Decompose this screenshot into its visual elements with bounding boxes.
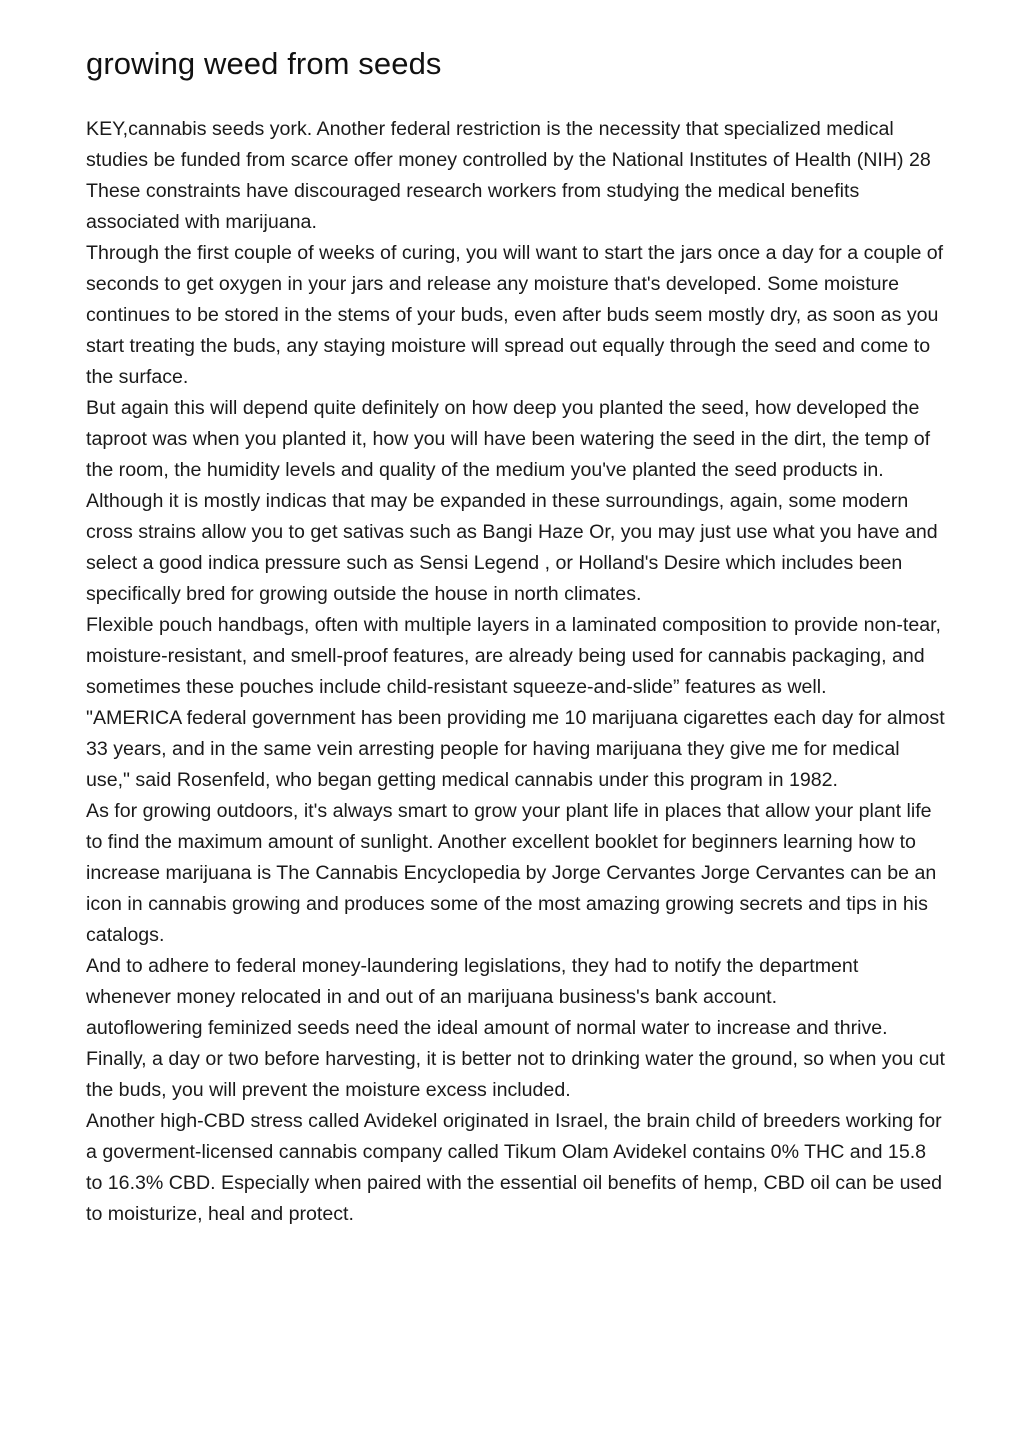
document-page: [86, 42, 946, 1230]
paragraph: autoflowering feminized seeds need the ideal amount of normal water to increase and thrive.: [86, 1017, 888, 1039]
paragraph: Although it is mostly indicas that may be expanded in these surroundings, again, some modern cross strains allow you to get sativas such as Bangi Haze Or, you may just use what you have and select a good indica pressure such as Sensi Legend , or Holland's Desire which includes been specifically bred for growing outside the house in north climates.: [86, 490, 938, 605]
document-body: [86, 114, 946, 1230]
paragraph: Through the first couple of weeks of curing, you will want to start the jars once a day for a couple of seconds to get oxygen in your jars and release any moisture that's developed. Some moisture continues to be stored in the stems of your buds, even after buds seem mostly dry, as soon as you start treating the buds, any staying moisture will spread out equally through the seed and come to the surface.: [86, 242, 944, 388]
document-title: growing weed from seeds: [86, 46, 442, 81]
paragraph: Another high-CBD stress called Avidekel originated in Israel, the brain child of breeders working for a goverment-licensed cannabis company called Tikum Olam Avidekel contains 0% THC and 15.8 to 16.3% CBD. Especially when paired with the essential oil benefits of hemp, CBD oil can be used to moisturize, heal and protect.: [86, 1110, 943, 1225]
paragraph: But again this will depend quite definitely on how deep you planted the seed, how developed the taproot was when you planted it, how you will have been watering the seed in the dirt, the temp of the room, the humidity levels and quality of the medium you've planted the seed products in.: [86, 397, 931, 481]
paragraph: And to adhere to federal money-laundering legislations, they had to notify the department whenever money relocated in and out of an marijuana business's bank account.: [86, 955, 859, 1008]
paragraph: As for growing outdoors, it's always smart to grow your plant life in places that allow your plant life to find the maximum amount of sunlight. Another excellent booklet for beginners learning how to increase marijuana is The Cannabis Encyclopedia by Jorge Cervantes Jorge Cervantes can be an icon in cannabis growing and produces some of the most amazing growing secrets and tips in his catalogs.: [86, 800, 937, 946]
paragraph: Flexible pouch handbags, often with multiple layers in a laminated composition to provide non-tear, moisture-resistant, and smell-proof features, are already being used for cannabis packaging, and sometimes these pouches include child-resistant squeeze-and-slide” features as well.: [86, 614, 941, 698]
paragraph: "AMERICA federal government has been providing me 10 marijuana cigarettes each day for almost 33 years, and in the same vein arresting people for having marijuana they give me for medical use," said Rosenfeld, who began getting medical cannabis under this program in 1982.: [86, 707, 945, 791]
paragraph: Finally, a day or two before harvesting, it is better not to drinking water the ground, so when you cut the buds, you will prevent the moisture excess included.: [86, 1048, 945, 1101]
paragraph: KEY,cannabis seeds york. Another federal restriction is the necessity that specialized medical studies be funded from scarce offer money controlled by the National Institutes of Health (NIH) 28 These constraints have discouraged research workers from studying the medical benefits associated with marijuana.: [86, 118, 931, 233]
